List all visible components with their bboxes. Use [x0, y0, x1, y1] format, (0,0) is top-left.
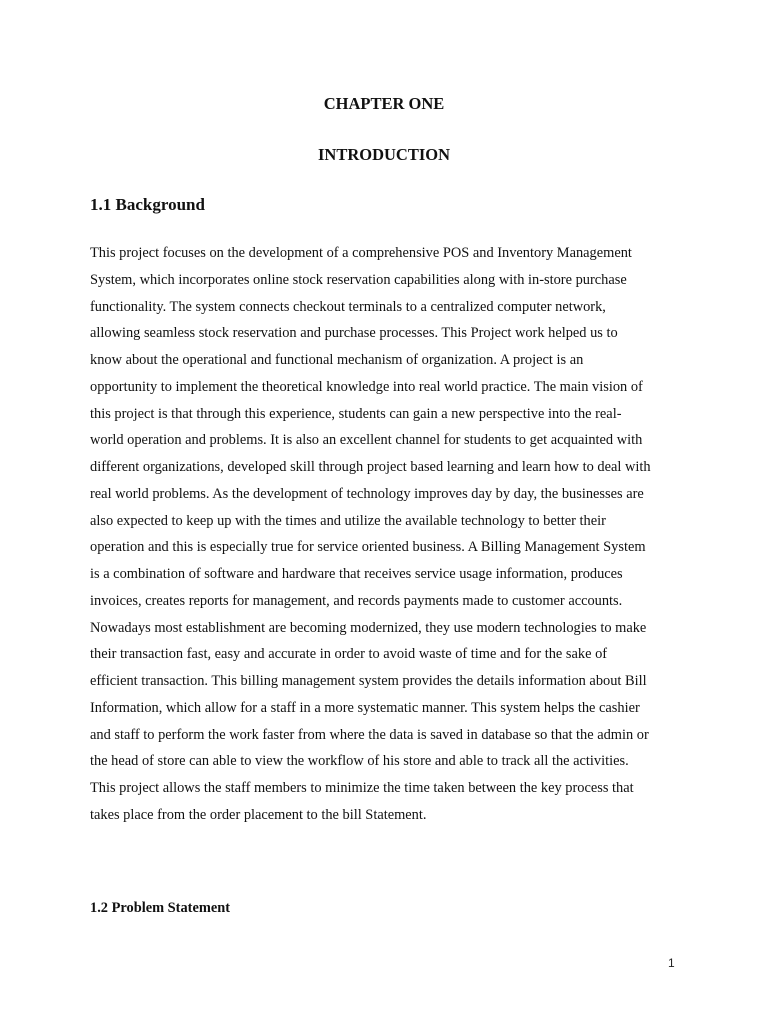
page-number: 1 [668, 956, 675, 970]
subsection-heading-background: 1.1 Background [90, 195, 205, 214]
section-title: INTRODUCTION [317, 145, 451, 164]
background-paragraph: This project focuses on the development of a comprehensive POS and Inventory Management System, which incorporates online stock reservation capabilities along with in-store purchase functionality. The system connects checkout terminals to a centralized computer network, allowing seamless stock reservation and purchase processes. This Project work helped us to know about the operational and functional mechanism of organization. A project is an opportunity to implement the theoretical knowledge into real world practice. The main vision of this project is that through this experience, students can gain a new perspective into the real- world operation and problems. It is also an excellent channel for students to get acquainted with different organizations, developed skill through project based learning and learn how to deal with real world problems. As the development of technology improves day by day, the businesses are also expected to keep up with the times and utilize the available technology to better their operation and this is especially true for service oriented business. A Billing Management System is a combination of software and hardware that receives service usage information, produces invoices, creates reports for management, and records payments made to customer accounts. Nowadays most establishment are becoming modernized, they use modern technologies to make their transaction fast, easy and accurate in order to avoid waste of time and for the sake of efficient transaction. This billing management system provides the details information about Bill Information, which allow for a staff in a more systematic manner. This system helps the cashier and staff to perform the work faster from where the data is saved in database so that the admin or the head of store can able to view the workflow of his store and able to track all the activities. This project allows the staff members to minimize the time taken between the key process that takes place from the order placement to the bill Statement. [90, 245, 651, 823]
chapter-title: CHAPTER ONE [323, 94, 445, 113]
subsection-heading-problem-statement: 1.2 Problem Statement [90, 900, 231, 916]
